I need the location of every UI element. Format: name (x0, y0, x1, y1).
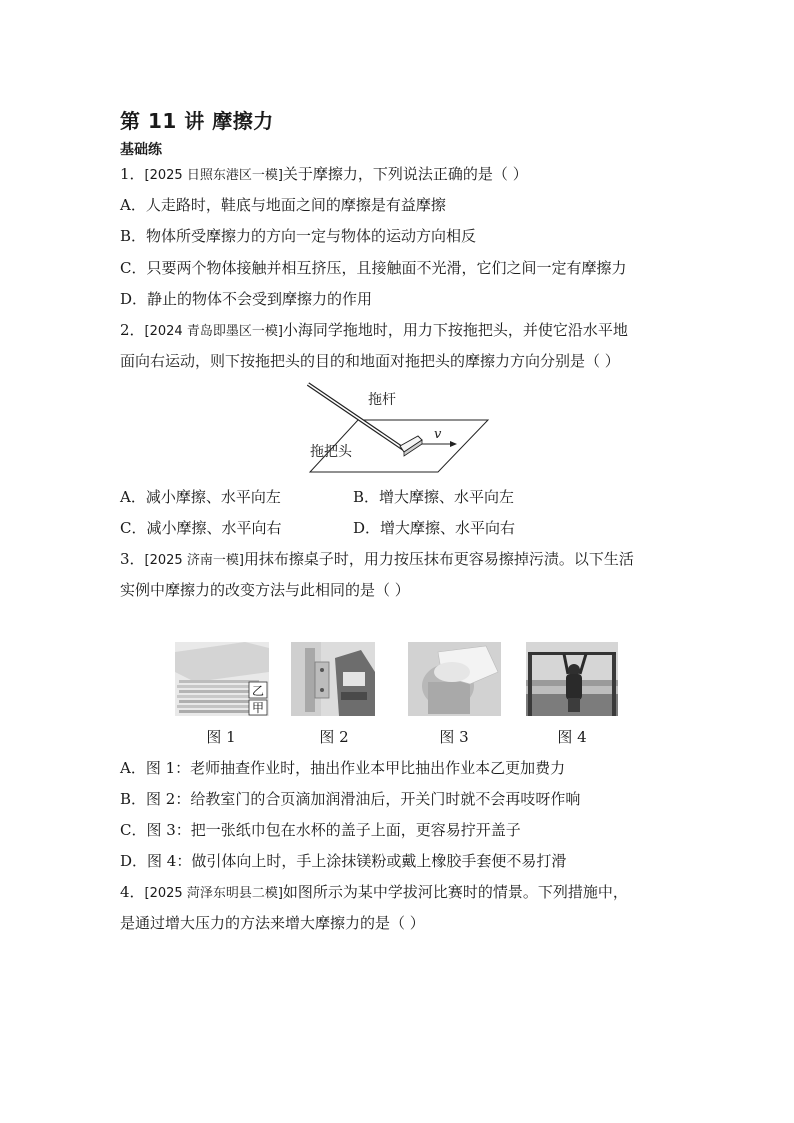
q4-source: [2025 菏泽东明县二模] (144, 886, 283, 901)
q1-option-d: D．静止的物体不会受到摩擦力的作用 (120, 290, 373, 308)
q4-number: 4． (120, 883, 145, 901)
q2-option-b: B．增大摩擦、水平向左 (353, 488, 515, 506)
q1-source: [2025 日照东港区一模] (144, 168, 283, 183)
q3-stem-line1 (120, 549, 634, 571)
figure-2-hinge-photo (291, 642, 375, 716)
figure-2-caption: 图 2 (319, 728, 349, 746)
q4-stem-line1 (120, 882, 628, 904)
figure-3-cup-photo (408, 642, 501, 716)
q3-number: 3． (120, 550, 145, 568)
q2-stem-line1 (120, 320, 628, 342)
q2-stem-line2: 面向右运动，则下按拖把头的目的和地面对拖把头的摩擦力方向分别是（ ） (120, 352, 620, 370)
rod-label: 拖杆 (368, 392, 396, 408)
q1-stem (120, 164, 528, 186)
q3-option-d: D．图 4：做引体向上时，手上涂抹镁粉或戴上橡胶手套便不易打滑 (120, 852, 567, 870)
q2-option-c: C．减小摩擦、水平向右 (120, 519, 282, 537)
q3-option-a: A．图 1：老师抽查作业时，抽出作业本甲比抽出作业本乙更加费力 (120, 759, 566, 777)
figure-1-caption: 图 1 (206, 728, 236, 746)
q2-stem-text-1: 小海同学拖地时，用力下按拖把头，并使它沿水平地 (282, 321, 628, 339)
figure-1-books-photo (175, 642, 269, 716)
q1-option-a: A．人走路时，鞋底与地面之间的摩擦是有益摩擦 (120, 196, 446, 214)
q3-stem-text-1: 用抹布擦桌子时，用力按压抹布更容易擦掉污渍。以下生活 (243, 550, 634, 568)
mop-diagram (300, 380, 500, 480)
head-label: 拖把头 (310, 444, 352, 460)
q3-option-b: B．图 2：给教室门的合页滴加润滑油后，开关门时就不会再吱呀作响 (120, 790, 581, 808)
figure-3-caption: 图 3 (439, 728, 469, 746)
q2-source: [2024 青岛即墨区一模] (144, 324, 283, 339)
q2-number: 2． (120, 321, 145, 339)
book-tag-yi: 乙 (252, 684, 265, 698)
q2-option-d: D．增大摩擦、水平向右 (353, 519, 516, 537)
q3-option-c: C．图 3：把一张纸巾包在水杯的盖子上面，更容易拧开盖子 (120, 821, 521, 839)
book-tag-jia: 甲 (252, 701, 265, 715)
velocity-label: v (434, 427, 442, 442)
q2-option-a: A．减小摩擦、水平向左 (120, 488, 281, 506)
q1-option-c: C．只要两个物体接触并相互挤压，且接触面不光滑，它们之间一定有摩擦力 (120, 259, 627, 277)
q1-number: 1． (120, 165, 145, 183)
q1-option-b: B．物体所受摩擦力的方向一定与物体的运动方向相反 (120, 227, 477, 245)
q1-stem-text: 关于摩擦力，下列说法正确的是（ ） (282, 165, 528, 183)
figure-4-caption: 图 4 (557, 728, 587, 746)
q4-stem-text-1: 如图所示为某中学拔河比赛时的情景。下列措施中， (282, 883, 628, 901)
q3-stem-line2: 实例中摩擦力的改变方法与此相同的是（ ） (120, 581, 410, 599)
lesson-title: 第 11 讲 摩擦力 (120, 109, 274, 133)
figure-4-pullup-photo (526, 642, 618, 716)
q3-source: [2025 济南一模] (144, 553, 244, 568)
section-label: 基础练 (120, 142, 162, 158)
q4-stem-line2: 是通过增大压力的方法来增大摩擦力的是（ ） (120, 914, 425, 932)
